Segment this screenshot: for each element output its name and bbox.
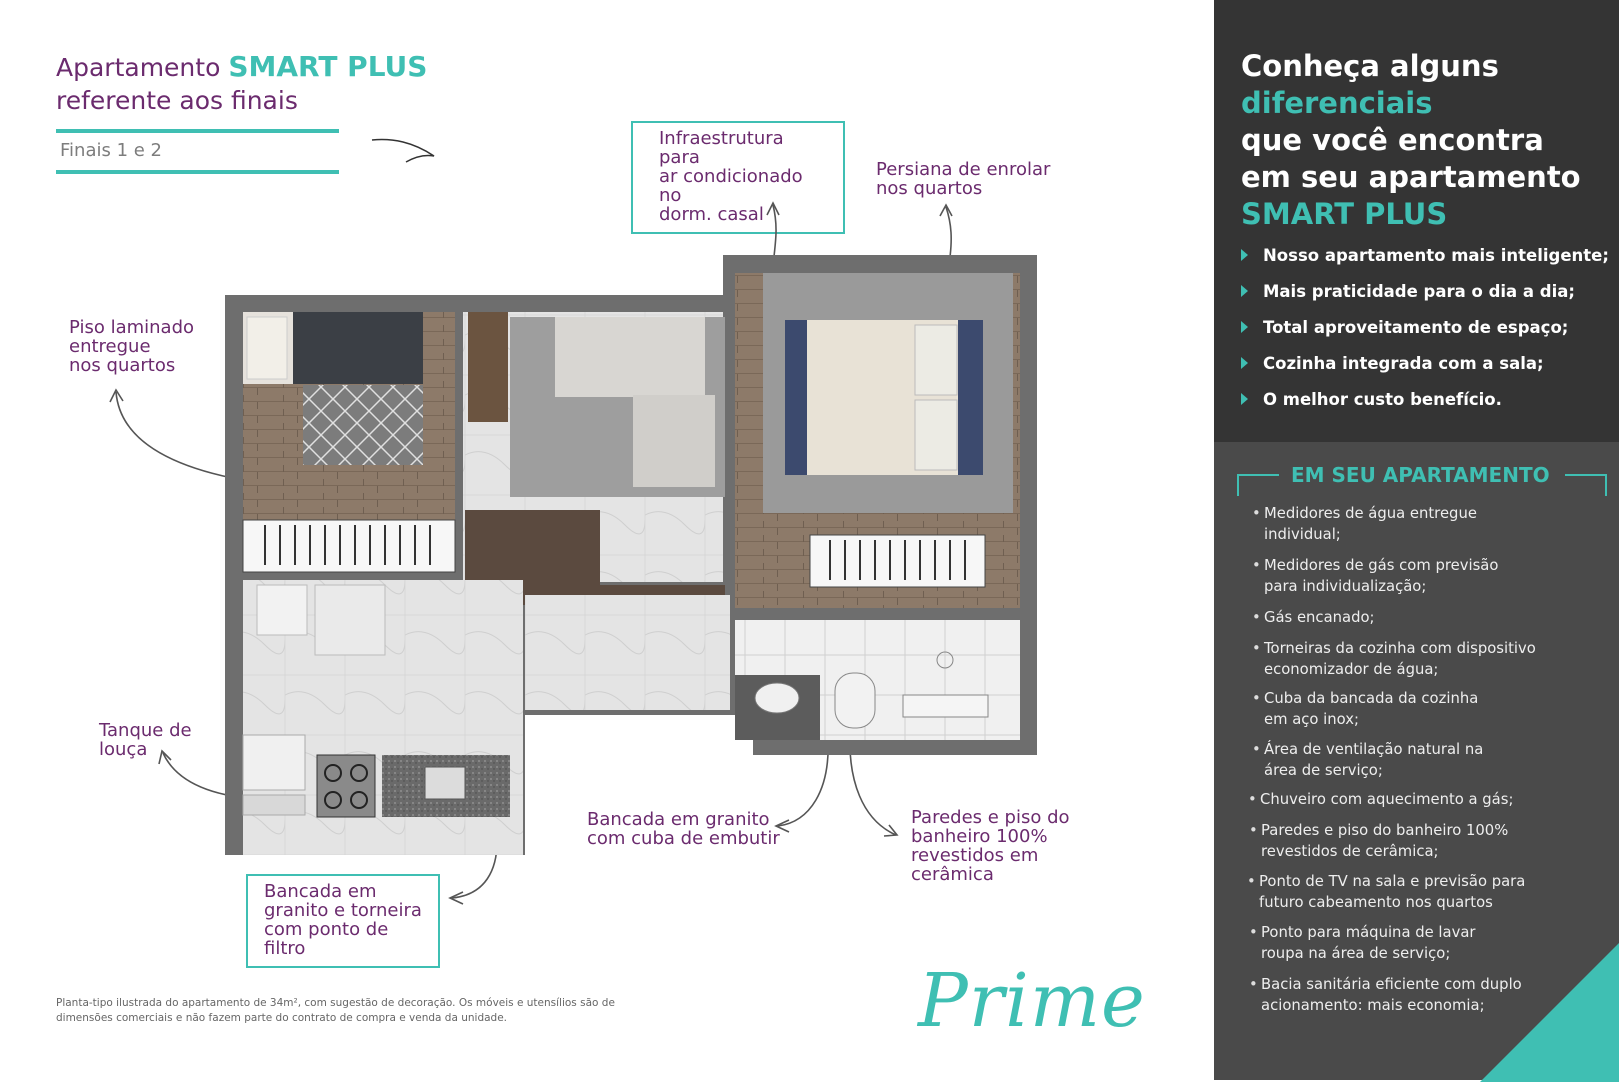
list-item: Cozinha integrada com a sala;	[1241, 354, 1616, 390]
section-frame-left	[1237, 474, 1279, 476]
section-frame-left-vertical	[1237, 474, 1239, 496]
triangle-right-icon	[1241, 393, 1248, 405]
list-item: Nosso apartamento mais inteligente;	[1241, 246, 1616, 282]
feature-item: • Área de ventilação natural na área de serviço;	[1252, 741, 1484, 779]
section-title: EM SEU APARTAMENTO	[1291, 463, 1550, 487]
section-frame-right-vertical	[1605, 474, 1607, 496]
callout-piso: Piso laminado entregue nos quartos	[69, 317, 195, 376]
list-item: O melhor custo benefício.	[1241, 390, 1616, 426]
triangle-right-icon	[1241, 357, 1248, 369]
feature-item: • Medidores de água entregue individual;	[1252, 505, 1477, 543]
feature-item: • Ponto de TV na sala e previsão para futuro cabeamento nos quartos	[1247, 873, 1526, 911]
callout-bancada-cuba: Bancada em granito com cuba de embutir	[587, 809, 780, 849]
arrow-piso	[116, 392, 232, 478]
feature-item: • Torneiras da cozinha com dispositivo economizador de água;	[1252, 640, 1536, 678]
title-highlight: SMART PLUS	[228, 50, 428, 83]
heading-line-4: em seu apartamento	[1241, 160, 1581, 194]
heading-line-5: SMART PLUS	[1241, 197, 1448, 231]
feature-item: • Ponto para máquina de lavar roupa na área de serviço;	[1249, 924, 1476, 962]
title-prefix: Apartamento	[56, 53, 229, 82]
page-subtitle: referente aos finais	[56, 86, 298, 115]
feature-item: • Bacia sanitária eficiente com duplo acionamento: mais economia;	[1249, 976, 1522, 1014]
finais-label: Finais 1 e 2	[60, 140, 163, 161]
floor-plan	[225, 255, 1040, 860]
feature-item: • Medidores de gás com previsão para individualização;	[1252, 557, 1499, 595]
feature-item: • Chuveiro com aquecimento a gás;	[1248, 791, 1514, 808]
feature-item: • Paredes e piso do banheiro 100% revestidos de cerâmica;	[1249, 822, 1509, 860]
callout-persiana: Persiana de enrolar nos quartos	[876, 159, 1051, 199]
triangle-right-icon	[1241, 249, 1248, 261]
arrow-persiana-head	[940, 205, 952, 216]
callout-bancada-filtro: Bancada em granito e torneira com ponto de filtro	[246, 874, 440, 968]
feature-item: • Cuba da bancada da cozinha em aço inox;	[1252, 690, 1479, 728]
heading-line-3: que você encontra	[1241, 123, 1544, 157]
highlight-list	[1241, 246, 1616, 426]
rug	[303, 385, 423, 465]
feature-item: • Gás encanado;	[1252, 609, 1375, 626]
panel-heading	[1241, 48, 1611, 233]
heading-line-1: Conheça alguns	[1241, 49, 1499, 83]
callout-infra: Infraestrutura para ar condicionado no dorm. casal	[631, 121, 845, 234]
heading-line-2: diferenciais	[1241, 86, 1433, 120]
callout-paredes: Paredes e piso do banheiro 100% revestidos em cerâmica	[911, 807, 1070, 885]
section-frame-right	[1565, 474, 1607, 476]
list-item: Total aproveitamento de espaço;	[1241, 318, 1616, 354]
triangle-right-icon	[1241, 321, 1248, 333]
callout-tanque: Tanque de louça	[99, 720, 192, 760]
prime-logo: Prime	[918, 958, 1146, 1044]
footnote: Planta-tipo ilustrada do apartamento de 34m², com sugestão de decoração. Os móveis e utensílios são de dimensões comerciais e não fazem parte do contrato de compra e venda da unidade.	[56, 997, 615, 1024]
triangle-right-icon	[1241, 285, 1248, 297]
arrow-infra-head	[767, 203, 779, 215]
list-item: Mais praticidade para o dia a dia;	[1241, 282, 1616, 318]
